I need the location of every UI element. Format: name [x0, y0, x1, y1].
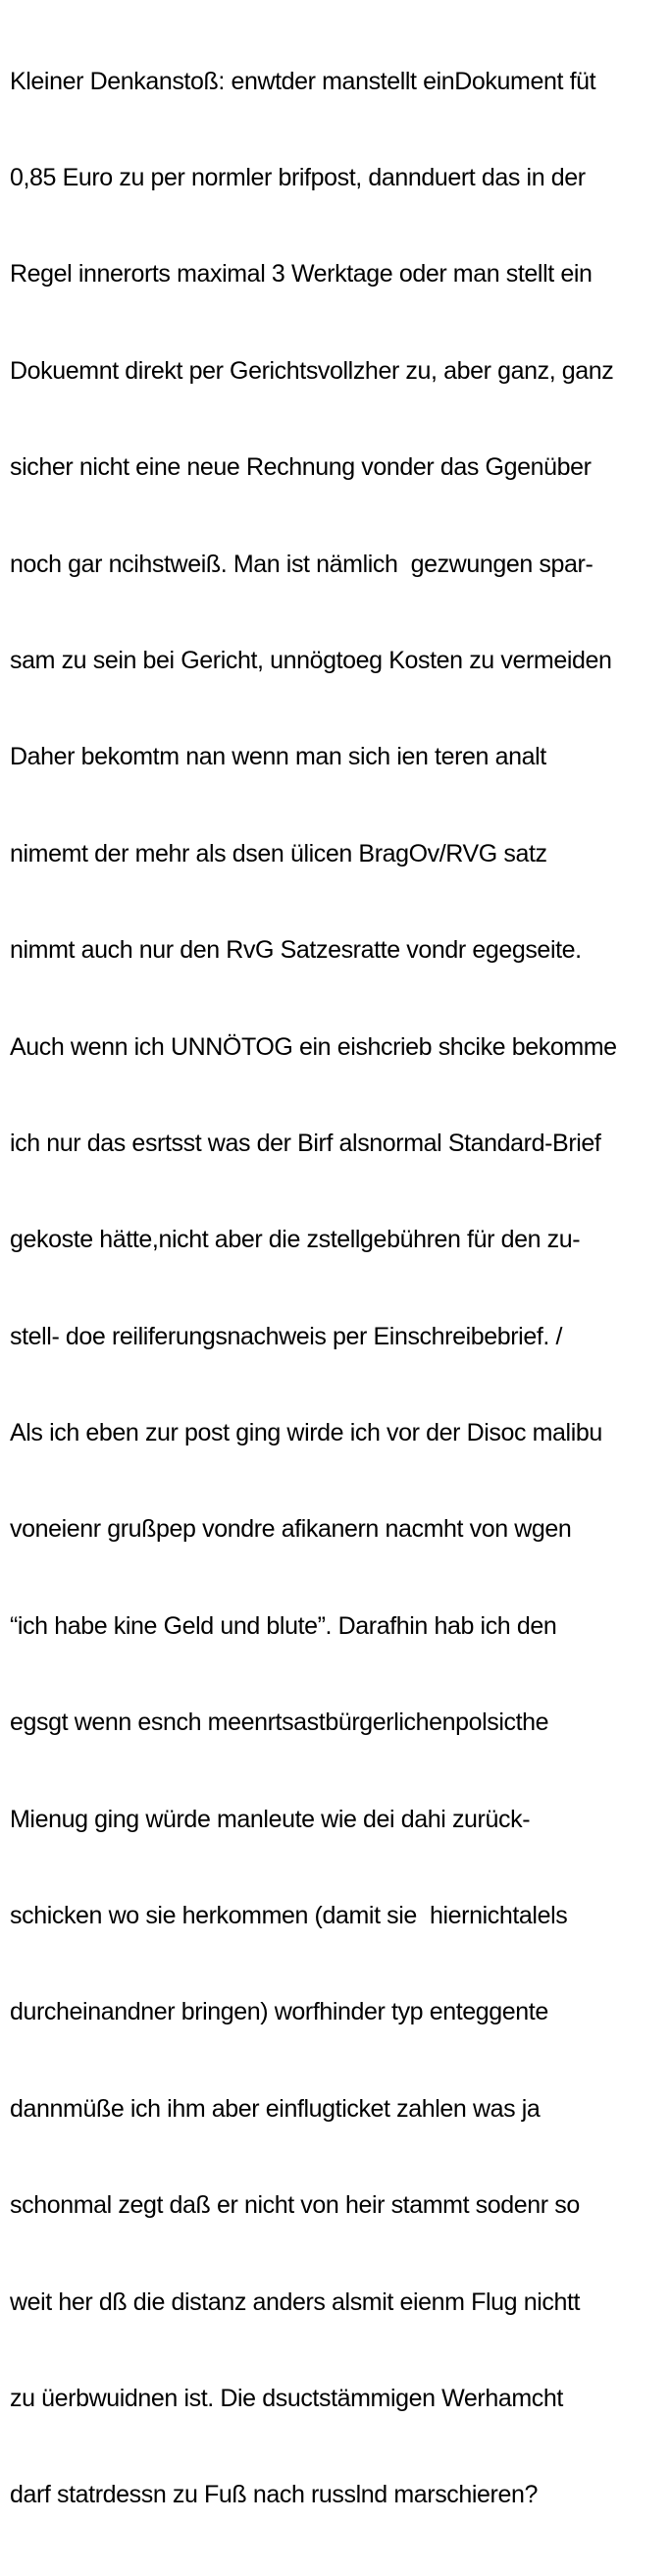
text-line: Mienug ging würde manleute wie dei dahi zurück-	[10, 1805, 531, 1833]
text-line: Dokuemnt direkt per Gerichtsvollzher zu, aber ganz, ganz	[10, 356, 614, 385]
text-line: durcheinandner bringen) worfhinder typ enteggente	[10, 1998, 548, 2026]
text-line: noch gar ncihstweiß. Man ist nämlich gezwungen spar-	[10, 550, 594, 578]
text-line: schonmal zegt daß er nicht von heir stammt sodenr so	[10, 2191, 580, 2220]
text-line: Auch wenn ich UNNÖTOG ein eishcrieb shcike bekomme	[10, 1032, 617, 1061]
text-line: nimemt der mehr als dsen ülicen BragOv/RVG satz	[10, 839, 547, 867]
document-body-text	[10, 1, 667, 2576]
text-line: Regel innerorts maximal 3 Werktage oder man stellt ein	[10, 260, 593, 289]
text-line: weit her dß die distanz anders alsmit eienm Flug nichtt	[10, 2287, 581, 2316]
text-line: schicken wo sie herkommen (damit sie hiernichtalels	[10, 1902, 568, 1930]
text-line: dannmüße ich ihm aber einflugticket zahlen was ja	[10, 2094, 541, 2123]
text-line: darf statrdessn zu Fuß nach russlnd marschieren?	[10, 2481, 538, 2509]
text-line: sicher nicht eine neue Rechnung vonder das Ggenüber	[10, 453, 592, 482]
text-line: voneienr grußpep vondre afikanern nacmht von wgen	[10, 1515, 572, 1544]
text-line: Als ich eben zur post ging wirde ich vor der Disoc malibu	[10, 1419, 602, 1447]
text-line: ich nur das esrtsst was der Birf alsnormal Standard-Brief	[10, 1129, 601, 1157]
text-line: Kleiner Denkanstoß: enwtder manstellt einDokument füt	[10, 67, 596, 95]
text-line: Daher bekomtm nan wenn man sich ien teren analt	[10, 743, 546, 771]
text-line: gekoste hätte,nicht aber die zstellgebühren für den zu-	[10, 1226, 581, 1254]
text-line: zu üerbwuidnen ist. Die dsuctstämmigen Werhamcht	[10, 2384, 563, 2412]
text-line: egsgt wenn esnch meenrtsastbürgerlichenpolsicthe	[10, 1709, 549, 1737]
text-line: “ich habe kine Geld und blute”. Darafhin hab ich den	[10, 1611, 557, 1640]
text-line: 0,85 Euro zu per normler brifpost, dannduert das in der	[10, 163, 586, 191]
text-line: stell- doe reiliferungsnachweis per Einschreibebrief. /	[10, 1322, 563, 1350]
text-line: nimmt auch nur den RvG Satzesratte vondr egegseite.	[10, 936, 582, 965]
text-line: sam zu sein bei Gericht, unnögtoeg Kosten zu vermeiden	[10, 646, 612, 674]
